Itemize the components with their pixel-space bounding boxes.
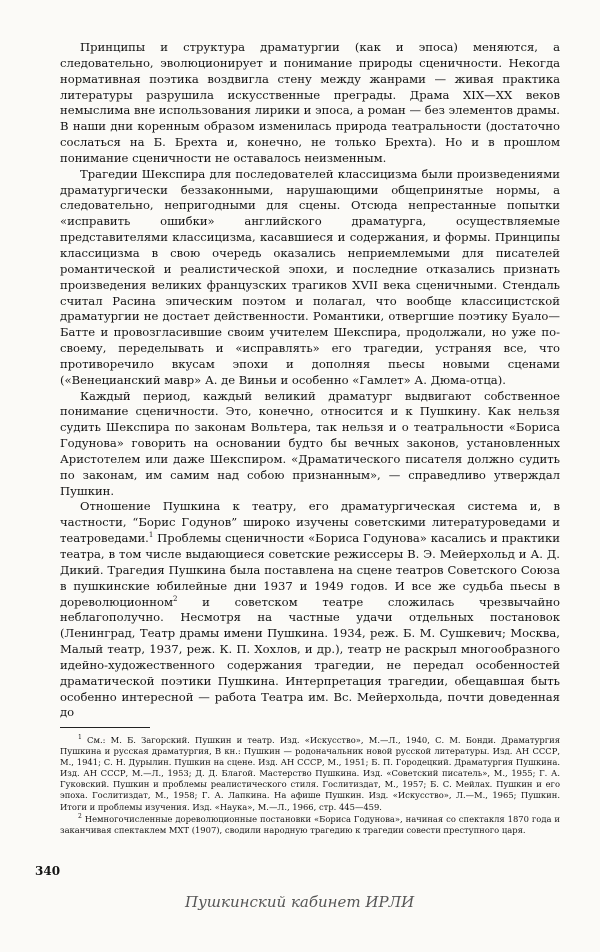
footnote-ref-2[interactable]: 2 [172, 594, 178, 603]
paragraph-4 [60, 499, 560, 721]
footnote-text: Немногочисленные дореволюционные постановки «Бориса Годунова», начиная со спектакля 1870 года и заканчивая спектаклем МХТ (1907), сводили народную трагедию к трагедии совести преступного царя. [60, 813, 560, 835]
main-text [60, 40, 560, 721]
footnotes [60, 735, 560, 836]
footnote-2 [60, 814, 560, 836]
paragraph-4-part-3: и советском театре сложилась чрезвычайно неблагополучно. Несмотря на частные удачи отдельных постановок (Ленинград, Театр драмы имени Пушкина. 1934, реж. Б. М. Сушкевич; Москва, Малый театр, 1937, реж. К. П. Хохлов, и др.), театр не раскрыл многообразного идейно-художественного содержания трагедии, не передал особенностей драматической поэтики Пушкина. Интерпретация трагедии, обещавшая быть особенно интересной — работа Театра им. Вс. Мейерхольда, почти доведенная до [60, 594, 560, 720]
paragraph-1: Принципы и структура драматургии (как и эпоса) меняются, а следовательно, эволюционирует и понимание природы сценичности. Некогда нормативная поэтика воздвигла стену между жанрами — живая практика литературы разрушила искусственные преграды. Драма XIX—XX веков немыслима вне использования лирики и эпоса, а роман — без элементов драмы. В наши дни коренным образом изменилась природа театральности (достаточно сослаться на Б. Брехта и, конечно, не только Брехта). Но и в прошлом понимание сценичности не оставалось неизменным. [60, 40, 560, 165]
footnote-text: См.: М. Б. Загорский. Пушкин и театр. Изд. «Искусство», М.—Л., 1940, С. М. Бонди. Драматургия Пушкина и русская драматургия, В кн.: Пушкин — родоначальник новой русской литературы. Изд. АН СССР, М., 1941; С. Н. Дурылин. Пушкин на сцене. Изд. АН СССР, М., 1951; Б. П. Городецкий. Драматургия Пушкина. Изд. АН СССР, М.—Л., 1953; Д. Д. Благой. Мастерство Пушкина. Изд. «Советский писатель», М., 1955; Г. А. Гуковский. Пушкин и проблемы реалистического стиля. Гослитиздат, М., 1957; Б. С. Мейлах. Пушкин и его эпоха. Гослитиздат, М., 1958; Г. А. Лапкина. На афише Пушкин. Изд. «Искусство», Л.—М., 1965; Пушкин. Итоги и проблемы изучения. Изд. «Наука», М.—Л., 1966, стр. 445—459. [60, 735, 560, 812]
footnote-mark: 1 [78, 734, 82, 742]
footnote-mark: 2 [78, 812, 82, 820]
page-number: 340 [35, 864, 61, 878]
paragraph-4-part-2: Проблемы сценичности «Бориса Годунова» касались и практики театра, в том числе выдающиеся советские режиссеры В. Э. Мейерхольд и А. Д. Дикий. Трагедия Пушкина была поставлена на сцене театров Советского Союза в пушкинские юбилейные дни 1937 и 1949 годов. И все же судьба пьесы в дореволюционном [60, 531, 560, 609]
paragraph-4-part-1: Отношение Пушкина к театру, его драматургическая система и, в частности, “Борис Годунов” широко изучены советскими литературоведами и театроведами. [60, 499, 560, 546]
footnote-ref-1[interactable]: 1 [148, 531, 154, 540]
paragraph-2: Трагедии Шекспира для последователей классицизма были произведениями драматургически беззаконными, нарушающими общепринятые нормы, а следовательно, непригодными для сцены. Отсюда непрестанные попытки «исправить ошибки» английского драматурга, осуществляемые представителями классицизма, касавшиеся и содержания, и формы. Принципы классицизма в свою очередь оказались неприемлемыми для писателей романтической и реалистической эпохи, и последние отказались признать произведения великих французских трагиков XVII века сценичными. Стендаль считал Расина эпическим поэтом и полагал, что вообще классицистской драматургии не достает действенности. Романтики, отвергшие поэтику Буало—Батте и провозгласившие своим учителем Шекспира, продолжали, но уже по-своему, переделывать и «исправлять» его трагедии, устраняя все, что противоречило вкусам эпохи и дополняя пьесы новыми сценами («Венецианский мавр» А. де Виньи и особенно «Гамлет» А. Дюма-отца). [60, 166, 560, 387]
footnote-divider [60, 727, 150, 728]
paragraph-3: Каждый период, каждый великий драматург выдвигают собственное понимание сценичности. Это, конечно, относится и к Пушкину. Как нельзя судить Шекспира по законам Вольтера, так нельзя и о театральности «Бориса Годунова» говорить на основании будто бы вечных законов, установленных Аристотелем или даже Шекспиром. «Драматического писателя должно судить по законам, им самим над собою признанным», — справедливо утверждал Пушкин. [60, 388, 560, 498]
watermark: Пушкинский кабинет ИРЛИ [185, 893, 415, 911]
footnote-1 [60, 735, 560, 813]
